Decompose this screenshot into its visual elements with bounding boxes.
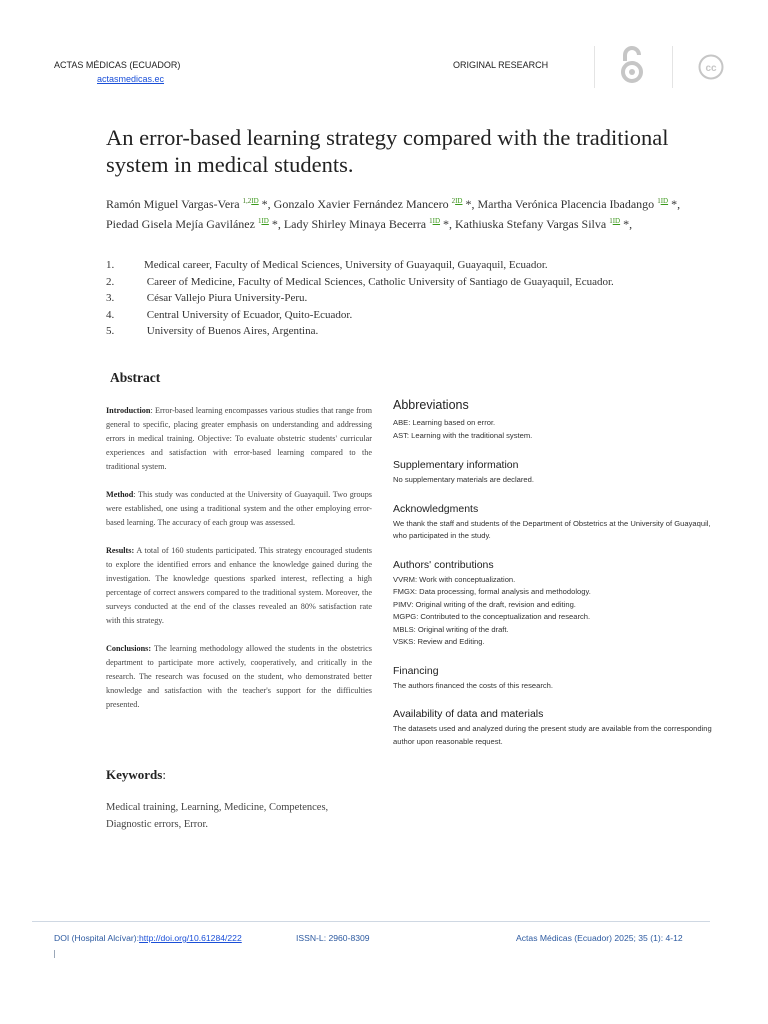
abstract-separator: : [150,406,155,415]
author-name: Lady Shirley Minaya Becerra [283,217,427,231]
author-list: Ramón Miguel Vargas-Vera $^{1,2ID}$ *, Gonzalo Xavier Fernández Mancero $^{2ID}$ *, Martha Verónica Placencia Ibadango $^{1ID}$ *, Piedad Gisela Mejía Gavilánez $^{1ID}$ *, Lady Shirley Minaya Becerra $^{1ID}$ *, Kathiuska Stefany Vargas Silva $^{1ID}$ *, [106,197,681,231]
affiliation-text: César Vallejo Piura University-Peru. [144,292,308,304]
orcid-icon[interactable]: ID [261,217,269,225]
abstract-section [106,488,372,530]
affiliation-number: 1. [106,259,115,271]
contribution-item: MGPG: Contributed to the conceptualization and research. [393,612,591,621]
author-name: Piedad Gisela Mejía Gavilánez [106,217,255,231]
financing-heading: Financing [393,664,439,677]
abstract-body [106,404,372,726]
footer-citation: Actas Médicas (Ecuador) 2025; 35 (1): 4-12 [516,933,683,943]
abstract-section [106,544,372,628]
author-affiliation-number: 1 [657,197,661,205]
affiliation-number: 2. [106,275,115,288]
abstract-section-text: Error-based learning encompasses various studies that range from general to specific, placing greater emphasis on understanding and addressing errors in medical training. Objective: To evaluate obstetric students' curricular experiences and satisfaction with error-based learning compared to the traditional system. [106,406,372,471]
footer-divider [32,921,710,922]
affiliation-list [106,257,726,340]
acknowledgments-text: We thank the staff and students of the Department of Obstetrics at the University of Guayaquil, who participated in the study. [393,518,711,540]
author-affiliation-number: 1 [609,217,613,225]
abstract-separator: : [133,490,138,499]
affiliation-item [106,257,726,274]
article-info-column [393,398,718,748]
contribution-item: VSKS: Review and Editing. [393,637,485,646]
doi-link[interactable]: http://doi.org/10.61284/222 [139,933,242,943]
keywords-heading: Keywords: [106,767,166,782]
orcid-icon[interactable]: ID [455,197,463,205]
orcid-icon[interactable]: ID [612,217,621,225]
creative-commons-icon[interactable] [698,54,724,80]
footer-mark [54,950,55,958]
affiliation-number: 5. [106,325,115,337]
contribution-item: FMGX: Data processing, formal analysis and methodology. [393,587,591,596]
author-name: Kathiuska Stefany Vargas Silva [455,217,607,231]
abstract-section-label: Results: [106,546,135,555]
affiliation-number: 3. [106,292,115,304]
svg-text:cc: cc [705,63,717,74]
affiliation-text: Central University of Ecuador, Quito-Ecuador. [144,308,353,321]
author-name: Gonzalo Xavier Fernández Mancero [273,197,449,211]
abstract-section-text: The learning methodology allowed the students in the obstetrics department to participate more actively, cooperatively, and critically in the research. The research was focused on the student, who demonstrated better knowledge and satisfaction with the teacher's support for the difficulties presented. [106,644,372,709]
supplementary-heading: Supplementary information [393,459,519,471]
affiliation-item [106,307,726,324]
orcid-icon[interactable]: ID [251,197,259,205]
orcid-icon[interactable]: ID [660,197,669,205]
affiliation-text: Medical career, Faculty of Medical Sciences, University of Guayaquil, Guayaquil, Ecuador. [144,259,548,271]
abbreviations-heading: Abbreviations [393,398,469,412]
abbreviation-item: AST: Learning with the traditional system. [393,430,533,440]
affiliation-number: 4. [106,308,115,321]
contribution-item: PIMV: Original writing of the draft, revision and editing. [393,599,576,609]
contribution-item: VVRM: Work with conceptualization. [393,574,516,584]
financing-text: The authors financed the costs of this research. [393,680,553,690]
contribution-item: MBLS: Original writing of the draft. [393,624,509,634]
affiliation-item [106,323,726,340]
author-affiliation-number: 1 [429,217,433,225]
abstract-section-label: Method [106,490,134,499]
affiliation-item [106,290,726,307]
footer-doi [54,933,242,943]
journal-name: ACTAS MÉDICAS (ECUADOR) [54,60,181,70]
author-name: Ramón Miguel Vargas-Vera [106,197,240,211]
header-divider [594,46,595,88]
acknowledgments-heading: Acknowledgments [393,502,479,515]
affiliation-item [106,274,726,291]
abstract-heading: Abstract [110,370,161,385]
author-name: Martha Verónica Placencia Ibadango [477,197,655,211]
article-title: An error-based learning strategy compared with the traditional system in medical students. [106,125,669,177]
abstract-section [106,404,372,474]
abstract-section-text: A total of 160 students participated. This strategy encouraged students to explore the identified errors and enhance the knowledge gained during the investigation. The knowledge questions sparked interest, reflecting a high percentage of correct answers compared to the traditional system. Moreover, the surveys conducted at the end of the classes revealed an 80% satisfaction rate with this strategy. [106,546,372,625]
availability-text: The datasets used and analyzed during the present study are available from the corresponding author upon reasonable request. [393,724,712,746]
author-affiliation-number: 2 [451,197,456,205]
contributions-heading: Authors' contributions [393,558,494,571]
abstract-section-label: Conclusions: [106,644,152,653]
author-affiliation-number: 1 [257,217,262,225]
affiliation-text: University of Buenos Aires, Argentina. [144,325,319,337]
availability-heading: Availability of data and materials [393,708,544,720]
abstract-section-text: This study was conducted at the University of Guayaquil. Two groups were established, one using a traditional system and the other employing error-based learning. The accuracy of each group was assessed. [106,490,372,527]
footer-issn: ISSN-L: 2960-8309 [296,933,370,943]
supplementary-text: No supplementary materials are declared. [393,475,534,484]
open-access-icon[interactable] [618,46,646,84]
author-affiliation-number: 1,2 [242,197,252,205]
journal-url-link[interactable]: actasmedicas.ec [97,74,165,84]
affiliation-text: Career of Medicine, Faculty of Medical Sciences, Catholic University of Santiago de Guayaquil, Ecuador. [144,275,614,288]
keywords-text: Medical training, Learning, Medicine, Competences, Diagnostic errors, Error. [106,802,329,830]
abbreviation-item: ABE: Learning based on error. [393,418,496,427]
abstract-section [106,642,372,712]
abstract-section-label: Introduction [106,406,151,415]
orcid-icon[interactable]: ID [432,217,441,225]
article-type: ORIGINAL RESEARCH [453,60,549,70]
header-divider [672,46,673,88]
doi-label: DOI (Hospital Alcívar): [54,933,140,943]
